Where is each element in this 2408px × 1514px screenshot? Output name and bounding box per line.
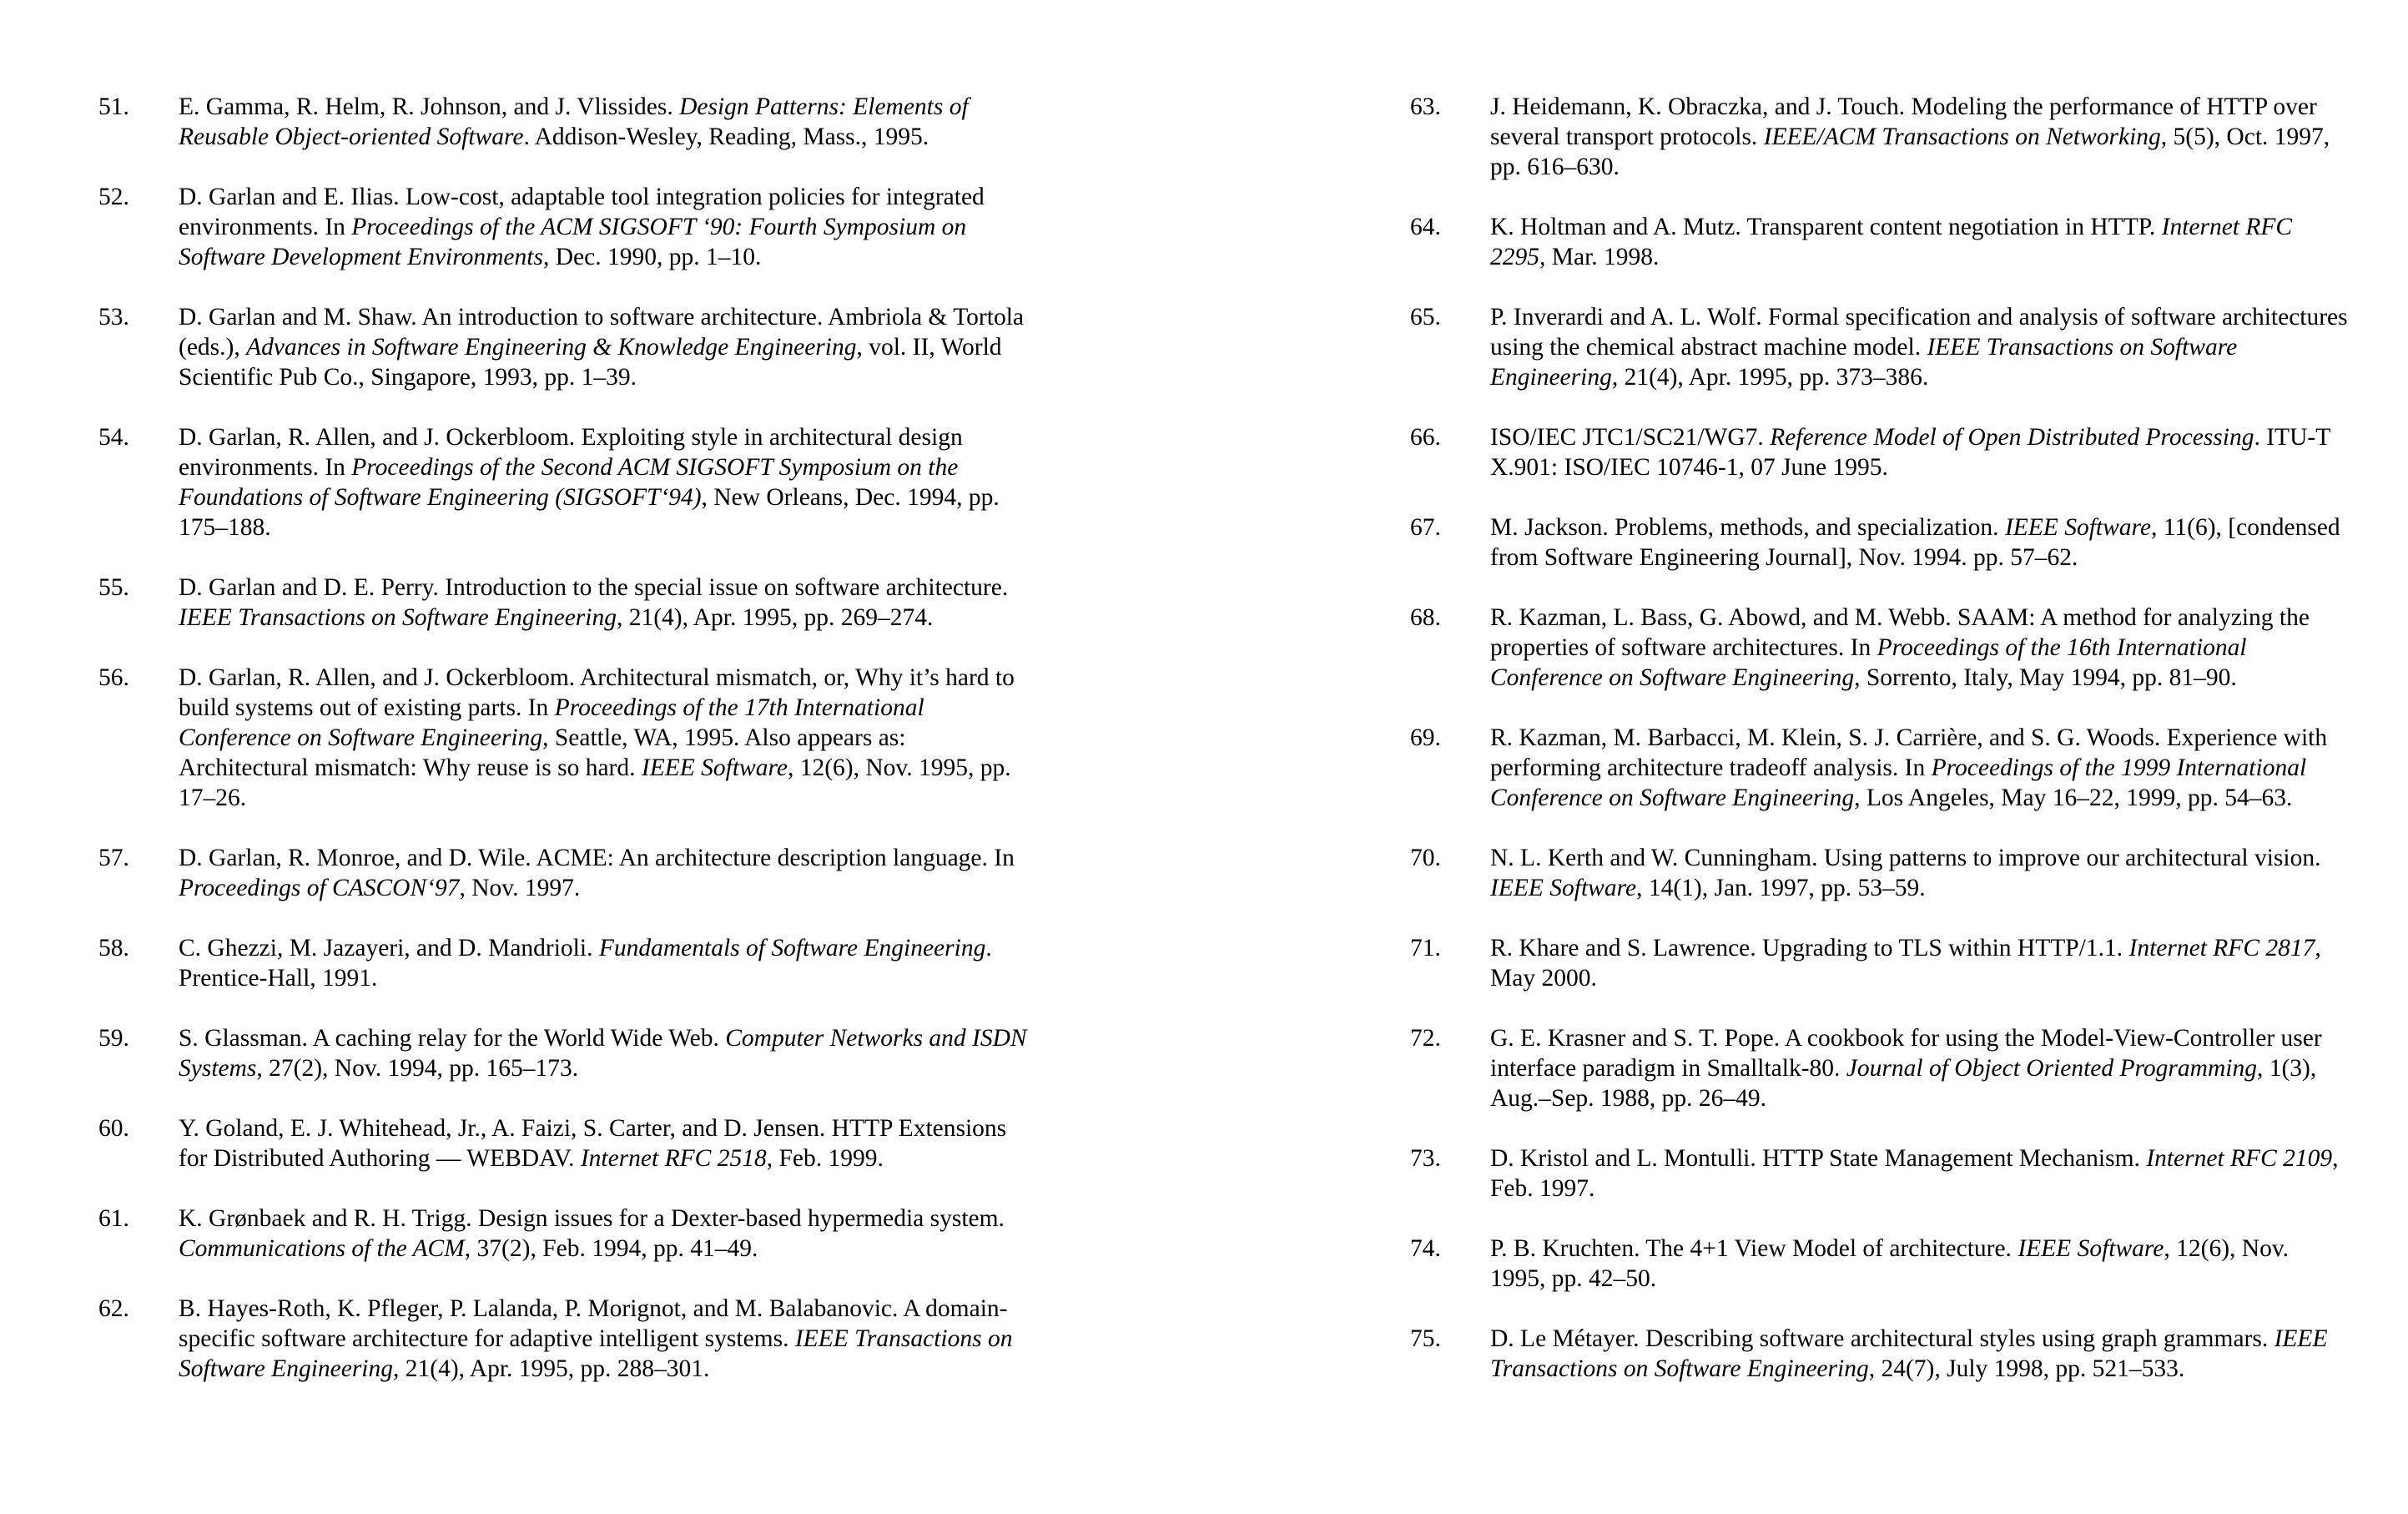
reference-entry [98, 182, 1033, 272]
reference-number: 70. [1410, 845, 1441, 871]
reference-title-italic: Proceedings of the Second ACM SIGSOFT Symposium on the Foundations of Software Engineering (SIGSOFT‘94) [179, 454, 959, 511]
reference-title-italic: Internet RFC 2518 [580, 1145, 767, 1172]
reference-text-segment: C. Ghezzi, M. Jazayeri, and D. Mandrioli. [179, 935, 599, 961]
reference-title-italic: IEEE Software [2018, 1235, 2164, 1262]
reference-number: 53. [98, 304, 129, 331]
reference-number: 68. [1410, 604, 1441, 631]
reference-entry [1410, 422, 2349, 482]
reference-entry [1410, 512, 2349, 573]
reference-entry [1410, 212, 2349, 272]
reference-title-italic: Fundamentals of Software Engineering [598, 935, 986, 961]
reference-text-segment: , Seattle, WA, 1995. Also appears as: Architectural mismatch: Why reuse is so hard. [179, 724, 906, 781]
reference-entry [1410, 933, 2349, 993]
reference-entry [1410, 723, 2349, 813]
reference-text-segment: , 21(4), Apr. 1995, pp. 288–301. [393, 1355, 710, 1382]
reference-title-italic: Communications of the ACM [179, 1235, 465, 1262]
reference-entry [98, 843, 1033, 903]
reference-entry [98, 1113, 1033, 1173]
reference-text-segment: R. Kazman, L. Bass, G. Abowd, and M. Webb. SAAM: A method for analyzing the properties of software architectures. In [1490, 604, 2310, 661]
reference-text-segment: , Dec. 1990, pp. 1–10. [542, 244, 762, 270]
reference-text-segment: G. E. Krasner and S. T. Pope. A cookbook for using the Model-View-Controller user interface paradigm in Smalltalk-80. [1490, 1025, 2322, 1082]
reference-entry [98, 1294, 1033, 1384]
reference-text-segment: , 27(2), Nov. 1994, pp. 165–173. [256, 1055, 579, 1082]
reference-entry [1410, 843, 2349, 903]
reference-text [179, 1294, 1033, 1384]
reference-text [179, 302, 1033, 392]
reference-text-segment: , 21(4), Apr. 1995, pp. 373–386. [1611, 364, 1929, 391]
reference-text [1490, 212, 2349, 272]
reference-number: 58. [98, 935, 129, 961]
reference-number: 56. [98, 664, 129, 691]
reference-text-segment: , 11(6), [condensed from Software Engineering Journal], Nov. 1994. pp. 57–62. [1490, 514, 2340, 571]
reference-text [179, 1023, 1033, 1083]
reference-entry [98, 573, 1033, 633]
reference-text [1490, 1324, 2349, 1384]
reference-text [179, 843, 1033, 903]
reference-title-italic: IEEE Transactions on Software Engineering [179, 604, 617, 631]
reference-title-italic: Proceedings of the 17th International Conference on Software Engineering [179, 694, 924, 751]
reference-text-segment: P. Inverardi and A. L. Wolf. Formal specification and analysis of software architectures using the chemical abstract machine model. [1490, 304, 2348, 361]
reference-number: 73. [1410, 1145, 1441, 1172]
reference-text [179, 573, 1033, 633]
reference-entry [98, 933, 1033, 993]
reference-text-segment: D. Garlan and M. Shaw. An introduction to software architecture. Ambriola & Tortola (eds.), [179, 304, 1024, 361]
reference-entry [1410, 302, 2349, 392]
reference-text [179, 1204, 1033, 1264]
reference-text [179, 422, 1033, 543]
reference-number: 72. [1410, 1025, 1441, 1052]
reference-text [179, 182, 1033, 272]
reference-number: 57. [98, 845, 129, 871]
reference-number: 61. [98, 1205, 129, 1232]
reference-entry [98, 1023, 1033, 1083]
reference-title-italic: Internet RFC 2109 [2146, 1145, 2333, 1172]
reference-title-italic: Proceedings of the ACM SIGSOFT ‘90: Fourth Symposium on Software Development Environments [179, 214, 967, 270]
reference-title-italic: IEEE Transactions on Software Engineering [1490, 1325, 2328, 1382]
reference-number: 51. [98, 93, 129, 120]
reference-title-italic: Proceedings of the 1999 International Conference on Software Engineering [1490, 754, 2307, 811]
reference-number: 62. [98, 1295, 129, 1322]
reference-number: 69. [1410, 724, 1441, 751]
reference-text-segment: K. Holtman and A. Mutz. Transparent content negotiation in HTTP. [1490, 214, 2162, 240]
reference-number: 74. [1410, 1235, 1441, 1262]
reference-text-segment: S. Glassman. A caching relay for the World Wide Web. [179, 1025, 726, 1052]
reference-title-italic: Journal of Object Oriented Programming [1846, 1055, 2257, 1082]
reference-number: 52. [98, 184, 129, 210]
reference-entry [98, 663, 1033, 813]
reference-title-italic: IEEE Transactions on Software Engineering [1490, 334, 2238, 391]
reference-text-segment: , New Orleans, Dec. 1994, pp. 175–188. [179, 484, 1000, 541]
reference-text-segment: , May 2000. [1490, 935, 2321, 992]
references-column-right [1410, 92, 2349, 1414]
reference-text-segment: D. Le Métayer. Describing software architectural styles using graph grammars. [1490, 1325, 2275, 1352]
reference-text-segment: D. Garlan and E. Ilias. Low-cost, adaptable tool integration policies for integrated environments. In [179, 184, 985, 240]
reference-text [179, 92, 1033, 152]
reference-text [1490, 723, 2349, 813]
reference-text-segment: E. Gamma, R. Helm, R. Johnson, and J. Vlissides. [179, 93, 680, 120]
reference-text-segment: Y. Goland, E. J. Whitehead, Jr., A. Faizi, S. Carter, and D. Jensen. HTTP Extensions for Distributed Authoring — WEBDAV. [179, 1115, 1007, 1172]
reference-text-segment: . Prentice-Hall, 1991. [179, 935, 992, 992]
reference-text [179, 1113, 1033, 1173]
reference-text-segment: , Feb. 1997. [1490, 1145, 2339, 1202]
reference-text-segment: R. Kazman, M. Barbacci, M. Klein, S. J. Carrière, and S. G. Woods. Experience with performing architecture tradeoff analysis. In [1490, 724, 2328, 781]
reference-text-segment: J. Heidemann, K. Obraczka, and J. Touch. Modeling the performance of HTTP over several transport protocols. [1490, 93, 2317, 150]
reference-entry [98, 422, 1033, 543]
reference-text [1490, 843, 2349, 903]
reference-text-segment: , 24(7), July 1998, pp. 521–533. [1868, 1355, 2185, 1382]
reference-text-segment: , 12(6), Nov. 1995, pp. 42–50. [1490, 1235, 2290, 1292]
reference-text-segment: , Sorrento, Italy, May 1994, pp. 81–90. [1854, 664, 2237, 691]
reference-text-segment: D. Garlan, R. Allen, and J. Ockerbloom. Architectural mismatch, or, Why it’s hard to build systems out of existing parts. In [179, 664, 1015, 721]
reference-text-segment: P. B. Kruchten. The 4+1 View Model of architecture. [1490, 1235, 2018, 1262]
reference-text [179, 663, 1033, 813]
reference-title-italic: IEEE Software [1490, 875, 1637, 901]
references-column-left [98, 92, 1033, 1414]
reference-text-segment: D. Garlan and D. E. Perry. Introduction to the special issue on software architecture. [179, 574, 1009, 601]
reference-number: 59. [98, 1025, 129, 1052]
reference-number: 67. [1410, 514, 1441, 541]
reference-text-segment: , 14(1), Jan. 1997, pp. 53–59. [1636, 875, 1926, 901]
reference-title-italic: Advances in Software Engineering & Knowledge Engineering [246, 334, 857, 361]
reference-entry [1410, 1234, 2349, 1294]
reference-entry [98, 92, 1033, 152]
reference-text [1490, 1143, 2349, 1204]
reference-text-segment: N. L. Kerth and W. Cunningham. Using patterns to improve our architectural vision. [1490, 845, 2321, 871]
reference-text-segment: . ITU-T X.901: ISO/IEC 10746-1, 07 June 1995. [1490, 424, 2330, 481]
reference-text [1490, 92, 2349, 182]
reference-text-segment: . Addison-Wesley, Reading, Mass., 1995. [523, 124, 929, 150]
reference-title-italic: Computer Networks and ISDN Systems [179, 1025, 1027, 1082]
reference-text [1490, 302, 2349, 392]
reference-entry [98, 302, 1033, 392]
reference-entry [1410, 1023, 2349, 1113]
reference-text-segment: D. Garlan, R. Monroe, and D. Wile. ACME: An architecture description language. In [179, 845, 1015, 871]
reference-number: 54. [98, 424, 129, 451]
reference-title-italic: Reference Model of Open Distributed Processing [1770, 424, 2254, 451]
reference-text [1490, 422, 2349, 482]
reference-text [1490, 603, 2349, 693]
reference-title-italic: IEEE Software [641, 754, 788, 781]
reference-text-segment: M. Jackson. Problems, methods, and specialization. [1490, 514, 2005, 541]
reference-text-segment: K. Grønbaek and R. H. Trigg. Design issues for a Dexter-based hypermedia system. [179, 1205, 1005, 1232]
reference-entry [98, 1204, 1033, 1264]
reference-text-segment: , 5(5), Oct. 1997, pp. 616–630. [1490, 124, 2330, 180]
reference-text [1490, 1234, 2349, 1294]
reference-number: 55. [98, 574, 129, 601]
reference-text-segment: , Nov. 1997. [459, 875, 581, 901]
reference-text-segment: ISO/IEC JTC1/SC21/WG7. [1490, 424, 1771, 451]
reference-text-segment: , Los Angeles, May 16–22, 1999, pp. 54–63. [1854, 785, 2293, 811]
reference-text-segment: , Mar. 1998. [1539, 244, 1660, 270]
reference-title-italic: IEEE Transactions on Software Engineering [179, 1325, 1013, 1382]
reference-text-segment: , Feb. 1999. [766, 1145, 884, 1172]
reference-entry [1410, 1143, 2349, 1204]
reference-text-segment: D. Kristol and L. Montulli. HTTP State Management Mechanism. [1490, 1145, 2147, 1172]
reference-text-segment: D. Garlan, R. Allen, and J. Ockerbloom. Exploiting style in architectural design environments. In [179, 424, 963, 481]
reference-text-segment: , vol. II, World Scientific Pub Co., Singapore, 1993, pp. 1–39. [179, 334, 1002, 391]
reference-title-italic: Internet RFC 2295 [1490, 214, 2293, 270]
reference-text [1490, 1023, 2349, 1113]
reference-entry [1410, 603, 2349, 693]
reference-number: 60. [98, 1115, 129, 1142]
reference-text [1490, 512, 2349, 573]
reference-number: 65. [1410, 304, 1441, 331]
reference-number: 64. [1410, 214, 1441, 240]
reference-text-segment: B. Hayes-Roth, K. Pfleger, P. Lalanda, P. Morignot, and M. Balabanovic. A domain-specific software architecture for adaptive intelligent systems. [179, 1295, 1008, 1352]
reference-number: 66. [1410, 424, 1441, 451]
reference-text [179, 933, 1033, 993]
reference-entry [1410, 92, 2349, 182]
reference-number: 75. [1410, 1325, 1441, 1352]
reference-entry [1410, 1324, 2349, 1384]
reference-title-italic: Design Patterns: Elements of Reusable Object-oriented Software [179, 93, 969, 150]
reference-text-segment: , 37(2), Feb. 1994, pp. 41–49. [464, 1235, 758, 1262]
reference-text-segment: , 12(6), Nov. 1995, pp. 17–26. [179, 754, 1011, 811]
reference-title-italic: IEEE Software [2004, 514, 2151, 541]
reference-title-italic: Proceedings of the 16th International Conference on Software Engineering [1490, 634, 2247, 691]
reference-text [1490, 933, 2349, 993]
reference-number: 63. [1410, 93, 1441, 120]
reference-title-italic: Proceedings of CASCON‘97 [179, 875, 460, 901]
reference-text-segment: , 21(4), Apr. 1995, pp. 269–274. [616, 604, 934, 631]
reference-title-italic: Internet RFC 2817 [2128, 935, 2315, 961]
reference-text-segment: , 1(3), Aug.–Sep. 1988, pp. 26–49. [1490, 1055, 2317, 1112]
reference-title-italic: IEEE/ACM Transactions on Networking [1763, 124, 2161, 150]
reference-text-segment: R. Khare and S. Lawrence. Upgrading to TLS within HTTP/1.1. [1490, 935, 2129, 961]
reference-number: 71. [1410, 935, 1441, 961]
